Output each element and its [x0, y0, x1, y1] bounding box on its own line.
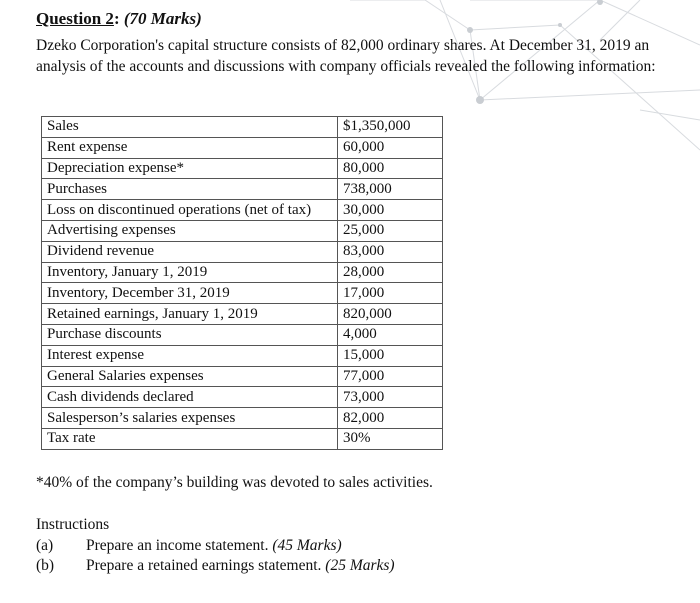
account-label: Salesperson’s salaries expenses: [42, 408, 338, 429]
account-value: 83,000: [338, 241, 443, 262]
account-value: 820,000: [338, 304, 443, 325]
account-label: Rent expense: [42, 137, 338, 158]
account-label: General Salaries expenses: [42, 366, 338, 387]
footnote: *40% of the company’s building was devoted to sales activities.: [36, 474, 433, 491]
instructions-block: [36, 515, 395, 577]
question-heading: [36, 9, 202, 29]
table-row: [42, 408, 443, 429]
instruction-letter: (a): [36, 536, 54, 554]
instruction-text-wrap: [86, 556, 395, 577]
account-value: 738,000: [338, 179, 443, 200]
instruction-item: [36, 536, 342, 557]
account-value: $1,350,000: [338, 117, 443, 138]
account-value: 60,000: [338, 137, 443, 158]
table-row: [42, 387, 443, 408]
table-row: [42, 179, 443, 200]
table-row: [42, 117, 443, 138]
account-label: Sales: [42, 117, 338, 138]
question-colon: :: [113, 9, 120, 28]
account-value: 80,000: [338, 158, 443, 179]
account-value: 25,000: [338, 220, 443, 241]
account-value: 30%: [338, 428, 443, 449]
instruction-letter: (b): [36, 557, 55, 574]
account-label: Advertising expenses: [42, 220, 338, 241]
table-row: [42, 324, 443, 345]
account-value: 77,000: [338, 366, 443, 387]
question-marks: (70 Marks): [123, 9, 202, 28]
account-label: Purchase discounts: [42, 324, 338, 345]
account-value: 30,000: [338, 200, 443, 221]
table-row: [42, 428, 443, 449]
table-row: [42, 262, 443, 283]
instruction-text: Prepare a retained earnings statement.: [86, 557, 322, 574]
instructions-title: Instructions: [36, 516, 110, 533]
account-label: Purchases: [42, 179, 338, 200]
account-value: 28,000: [338, 262, 443, 283]
account-label: Inventory, January 1, 2019: [42, 262, 338, 283]
account-label: Tax rate: [42, 428, 338, 449]
table-row: [42, 158, 443, 179]
account-label: Depreciation expense*: [42, 158, 338, 179]
table-row: [42, 241, 443, 262]
table-row: [42, 366, 443, 387]
account-label: Inventory, December 31, 2019: [42, 283, 338, 304]
account-value: 73,000: [338, 387, 443, 408]
accounts-table-body: [42, 117, 443, 450]
account-label: Dividend revenue: [42, 241, 338, 262]
account-label: Interest expense: [42, 345, 338, 366]
account-value: 82,000: [338, 408, 443, 429]
instruction-item: [36, 556, 395, 577]
question-label: Question 2: [36, 9, 114, 28]
table-row: [42, 137, 443, 158]
account-value: 15,000: [338, 345, 443, 366]
table-row: [42, 200, 443, 221]
account-label: Loss on discontinued operations (net of tax): [42, 200, 338, 221]
intro-paragraph: Dzeko Corporation's capital structure consists of 82,000 ordinary shares. At December 31, 2019 an analysis of the accounts and discussions with company officials revealed the following information:: [36, 37, 656, 75]
account-value: 17,000: [338, 283, 443, 304]
instruction-text-wrap: [86, 536, 342, 557]
instruction-marks: (25 Marks): [325, 557, 395, 574]
instruction-marks: (45 Marks): [272, 536, 342, 554]
table-row: [42, 345, 443, 366]
account-value: 4,000: [338, 324, 443, 345]
instruction-text: Prepare an income statement.: [86, 536, 269, 554]
table-row: [42, 283, 443, 304]
table-row: [42, 304, 443, 325]
account-label: Cash dividends declared: [42, 387, 338, 408]
table-row: [42, 220, 443, 241]
account-label: Retained earnings, January 1, 2019: [42, 304, 338, 325]
accounts-table: [41, 116, 443, 450]
